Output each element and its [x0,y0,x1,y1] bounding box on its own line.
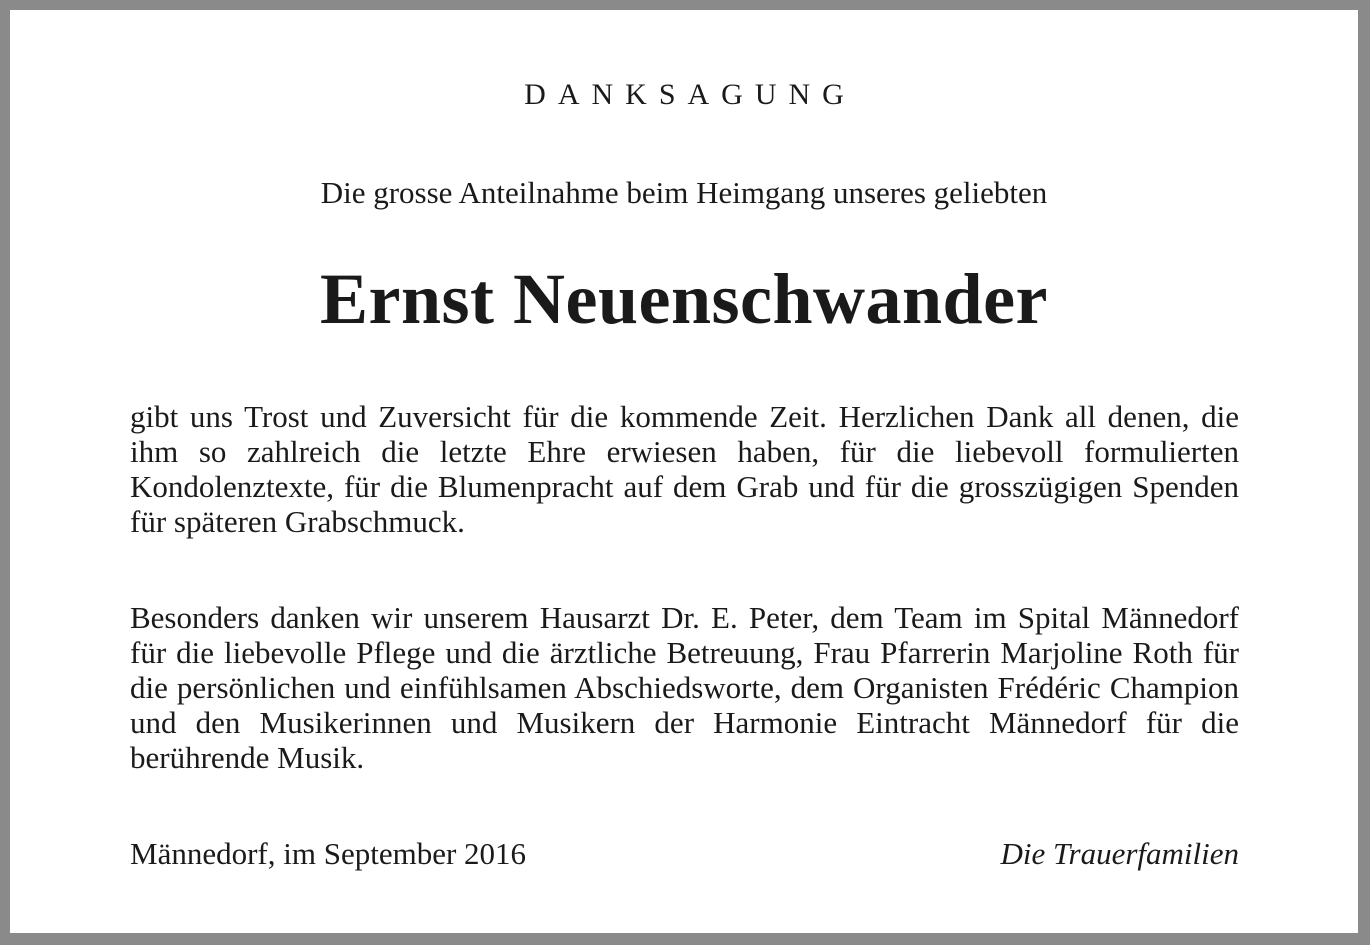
intro-line: Die grosse Anteilnahme beim Heimgang unseres geliebten [320,175,1048,210]
thanks-paragraph: gibt uns Trost und Zuversicht für die kommende Zeit. Herzlichen Dank all denen, die ihm so zahlreich die letzte Ehre erwiesen haben, für die liebevoll formulierten Kondolenztexte, für die Blumenpracht auf dem Grab und für die grosszügigen Spenden für späteren Grabschmuck. [130,399,1239,539]
notice-heading: DANKSAGUNG [524,78,856,111]
deceased-name: Ernst Neuenschwander [319,259,1049,339]
place-date: Männedorf, im September 2016 [130,836,527,871]
special-thanks-paragraph: Besonders danken wir unserem Hausarzt Dr. E. Peter, dem Team im Spital Männedorf für die liebevolle Pflege und die ärztliche Betreuung, Frau Pfarrerin Marjoline Roth für die persönlichen und einfühlsamen Abschiedsworte, dem Organisten Frédéric Champion und den Musikerinnen und Musikern der Harmonie Eintracht Männedorf für die berührende Musik. [130,600,1239,775]
obituary-notice [10,10,1358,933]
signature: Die Trauerfamilien [1000,836,1239,871]
